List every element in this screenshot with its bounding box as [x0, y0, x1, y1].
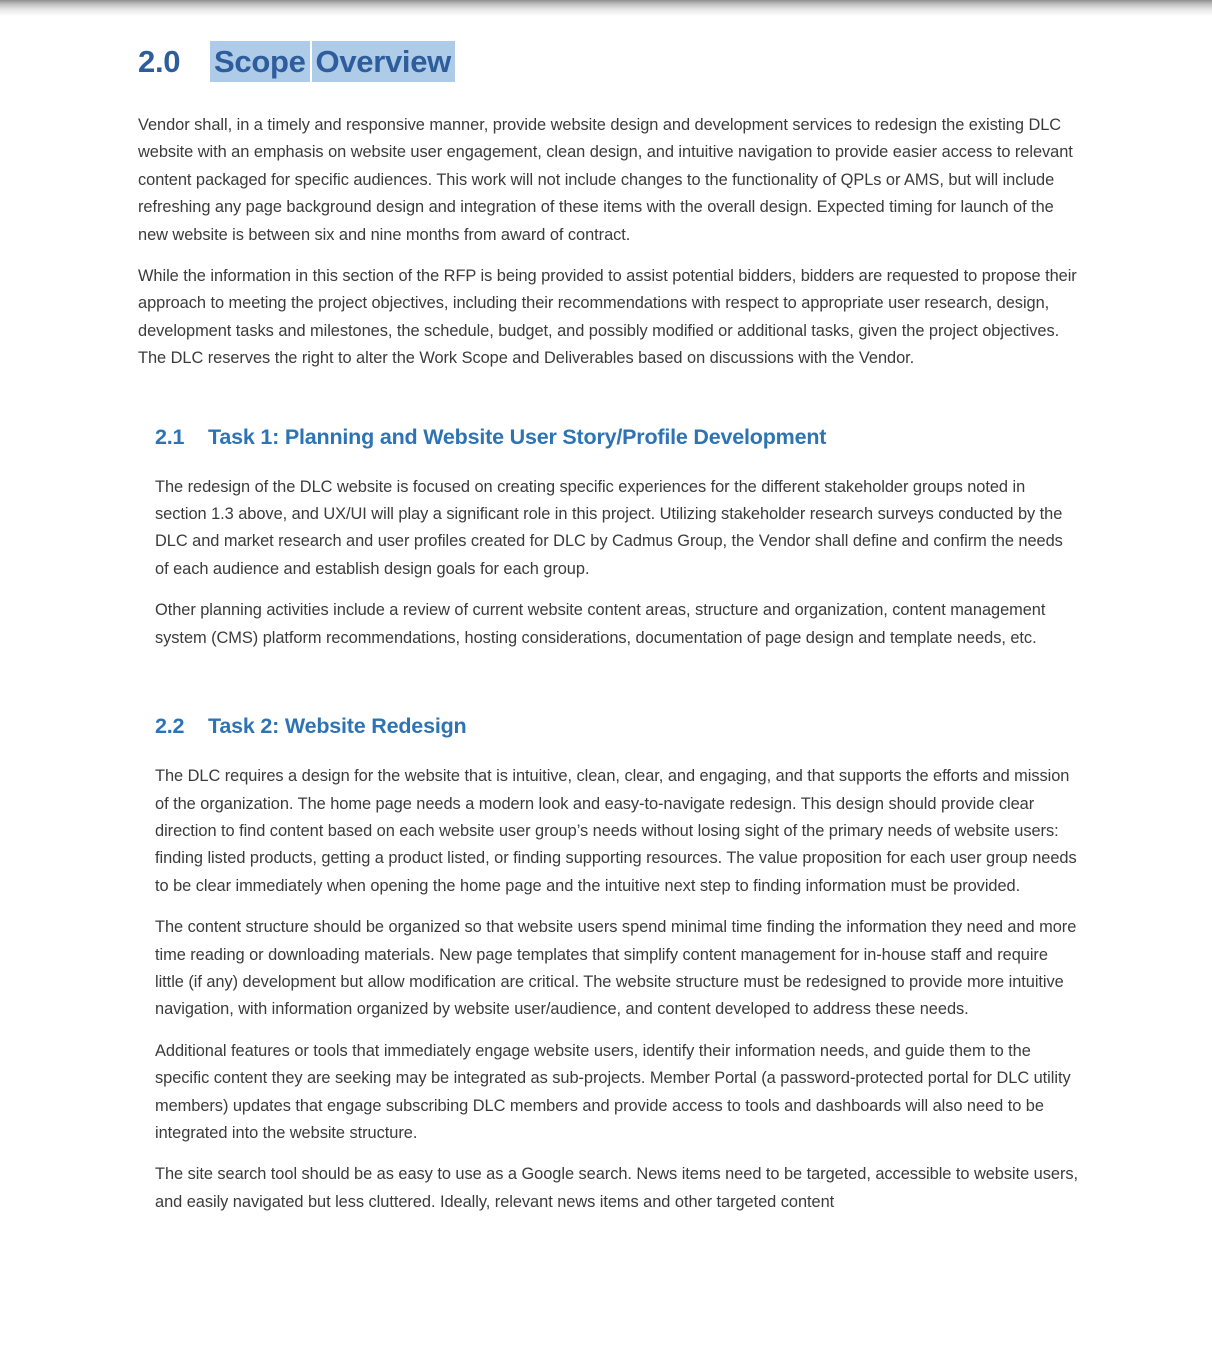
section-2-0-heading: [138, 44, 1078, 80]
section-2-2-paragraph-3: Additional features or tools that immediately engage website users, identify their information needs, and guide them to the specific content they are seeking may be integrated as sub-projects. Member Portal (a password-protected portal for DLC utility members) updates that engage subscribing DLC members and provide access to tools and dashboards will also need to be integrated into the website structure.: [155, 1041, 1071, 1142]
section-2-1: [155, 425, 1078, 652]
section-2-1-paragraph-1: The redesign of the DLC website is focused on creating specific experiences for the different stakeholder groups noted in section 1.3 above, and UX/UI will play a significant role in this project. Utilizing stakeholder research surveys conducted by the DLC and market research and user profiles created for DLC by Cadmus Group, the Vendor shall define and confirm the needs of each audience and establish design goals for each group.: [155, 477, 1063, 578]
heading-title: Task 2: Website Redesign: [208, 714, 467, 739]
section-2-2-heading: [155, 714, 1078, 739]
highlighted-word-overview: Overview: [312, 41, 455, 82]
spacer: [138, 387, 1078, 425]
section-2-2-paragraph-1: The DLC requires a design for the website that is intuitive, clean, clear, and engaging, and that supports the efforts and mission of the organization. The home page needs a modern look and easy-to-navigate redesign. This design should provide clear direction to find content based on each website user group’s needs without losing sight of the primary needs of website users: finding listed products, getting a product listed, or finding supporting resources. The value proposition for each user group needs to be clear immediately when opening the home page and the intuitive next step to finding information must be provided.: [155, 767, 1077, 895]
page-top-shadow: [0, 0, 1212, 16]
heading-title: Task 1: Planning and Website User Story/Profile Development: [208, 424, 827, 449]
document-content: [138, 44, 1078, 1230]
heading-number: 2.1: [155, 424, 185, 449]
highlighted-word-scope: Scope: [210, 41, 310, 82]
section-2-2-paragraph-2: The content structure should be organized so that website users spend minimal time finding the information they need and more time reading or downloading materials. New page templates that simplify content management for in-house staff and require little (if any) development but allow modification are critical. The website structure must be redesigned to provide more intuitive navigation, with information organized by website user/audience, and content developed to address these needs.: [155, 918, 1077, 1019]
spacer: [138, 666, 1078, 714]
section-2-1-paragraph-2: Other planning activities include a review of current website content areas, structure and organization, content management system (CMS) platform recommendations, hosting considerations, documentation of page design and template needs, etc.: [155, 601, 1046, 647]
intro-paragraph-1: Vendor shall, in a timely and responsive manner, provide website design and development services to redesign the existing DLC website with an emphasis on website user engagement, clean design, and intuitive navigation to provide easier access to relevant content packaged for specific audiences. This work will not include changes to the functionality of QPLs or AMS, but will include refreshing any page background design and integration of these items with the overall design. Expected timing for launch of the new website is between six and nine months from award of contract.: [138, 116, 1073, 244]
section-2-2: [155, 714, 1078, 1216]
heading-number: 2.0: [138, 44, 181, 79]
heading-number: 2.2: [155, 714, 185, 739]
section-2-2-paragraph-4: The site search tool should be as easy to use as a Google search. News items need to be targeted, accessible to website users, and easily navigated but less cluttered. Ideally, relevant news items and other targeted content: [155, 1165, 1079, 1211]
section-2-1-heading: [155, 425, 1078, 450]
intro-paragraph-2: While the information in this section of the RFP is being provided to assist potential bidders, bidders are requested to propose their approach to meeting the project objectives, including their recommendations with respect to appropriate user research, design, development tasks and milestones, the schedule, budget, and possibly modified or additional tasks, given the project objectives. The DLC reserves the right to alter the Work Scope and Deliverables based on discussions with the Vendor.: [138, 267, 1077, 368]
